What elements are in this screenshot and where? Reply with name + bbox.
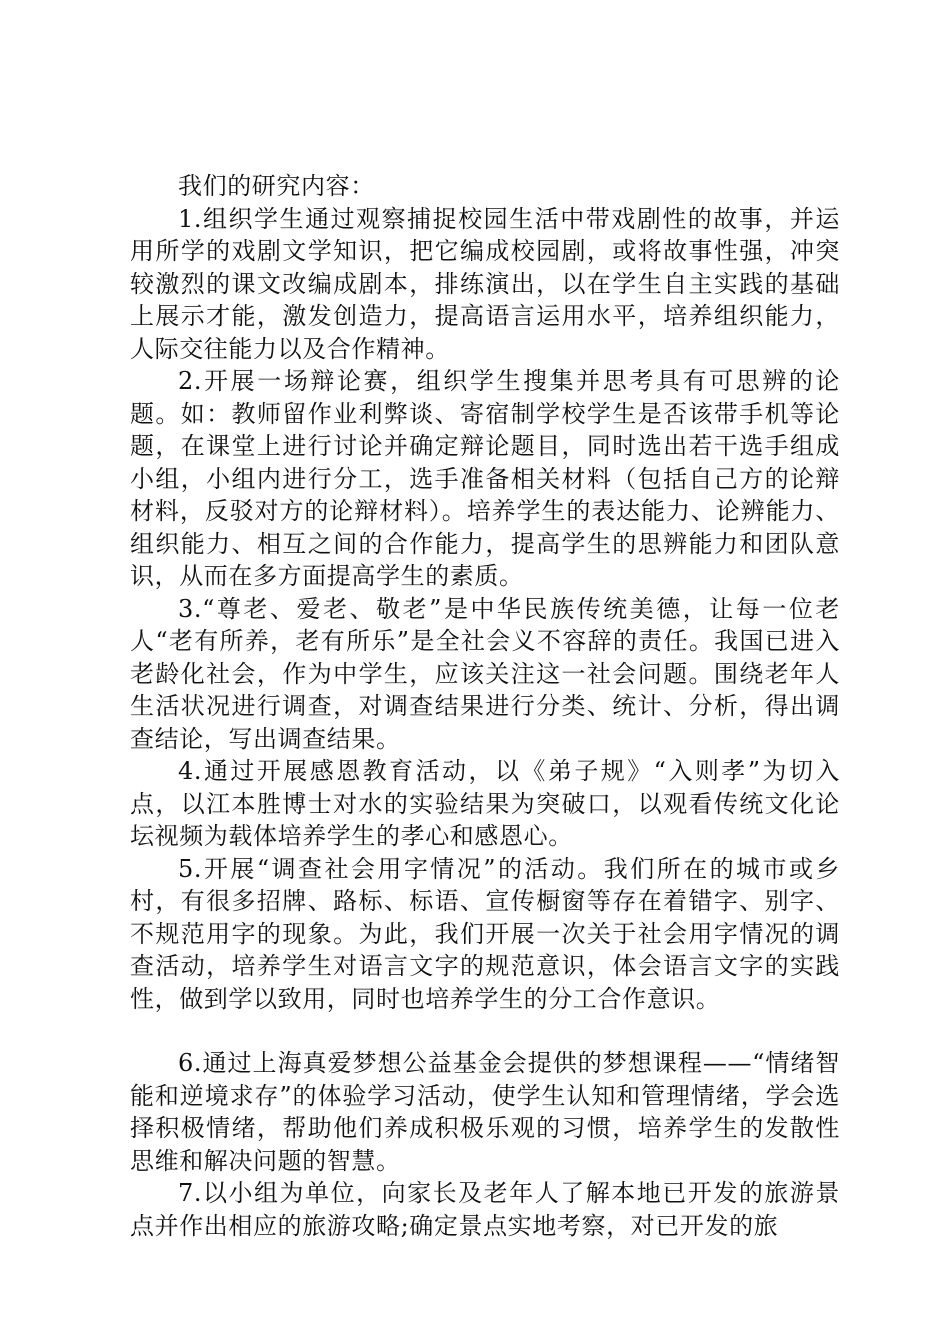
section-heading: 我们的研究内容： bbox=[178, 172, 375, 200]
paragraph-item-6: 6.通过上海真爱梦想公益基金会提供的梦想课程——“情绪智能和逆境求存”的体验学习活动，使学生认知和管理情绪，学会选择积极情绪，帮助他们养成积极乐观的习惯，培养学生的发散性思维和解决问题的智慧。 bbox=[130, 1049, 840, 1175]
paragraph-item-1: 1.组织学生通过观察捕捉校园生活中带戏剧性的故事，并运用所学的戏剧文学知识，把它编成校园剧，或将故事性强，冲突较激烈的课文改编成剧本，排练演出，以在学生自主实践的基础上展示才能，激发创造力，提高语言运用水平，培养组织能力，人际交往能力以及合作精神。 bbox=[130, 204, 840, 363]
paragraph-item-5: 5.开展“调查社会用字情况”的活动。我们所在的城市或乡村，有很多招牌、路标、标语、宣传橱窗等存在着错字、别字、不规范用字的现象。为此，我们开展一次关于社会用字情况的调查活动，培养学生对语言文字的规范意识，体会语言文字的实践性，做到学以致用，同时也培养学生的分工合作意识。 bbox=[130, 854, 840, 1013]
paragraph-item-2: 2.开展一场辩论赛，组织学生搜集并思考具有可思辨的论题。如：教师留作业利弊谈、寄宿制学校学生是否该带手机等论题，在课堂上进行讨论并确定辩论题目，同时选出若干选手组成小组，小组内进行分工，选手准备相关材料（包括自己方的论辩材料，反驳对方的论辩材料）。培养学生的表达能力、论辨能力、组织能力、相互之间的合作能力，提高学生的思辨能力和团队意识，从而在多方面提高学生的素质。 bbox=[130, 367, 840, 590]
paragraph-spacer bbox=[130, 1015, 840, 1047]
paragraph-item-3: 3.“尊老、爱老、敬老”是中华民族传统美德，让每一位老人“老有所养，老有所乐”是全社会义不容辞的责任。我国已进入老龄化社会，作为中学生，应该关注这一社会问题。围绕老年人生活状况进行调查，对调查结果进行分类、统计、分析，得出调查结论，写出调查结果。 bbox=[130, 594, 840, 753]
document-body bbox=[130, 170, 840, 1242]
paragraph-item-4: 4.通过开展感恩教育活动，以《弟子规》“入则孝”为切入点，以江本胜博士对水的实验结果为突破口，以观看传统文化论坛视频为载体培养学生的孝心和感恩心。 bbox=[130, 757, 840, 850]
paragraph-item-7: 7.以小组为单位，向家长及老年人了解本地已开发的旅游景点并作出相应的旅游攻略;确定景点实地考察，对已开发的旅 bbox=[130, 1179, 840, 1240]
